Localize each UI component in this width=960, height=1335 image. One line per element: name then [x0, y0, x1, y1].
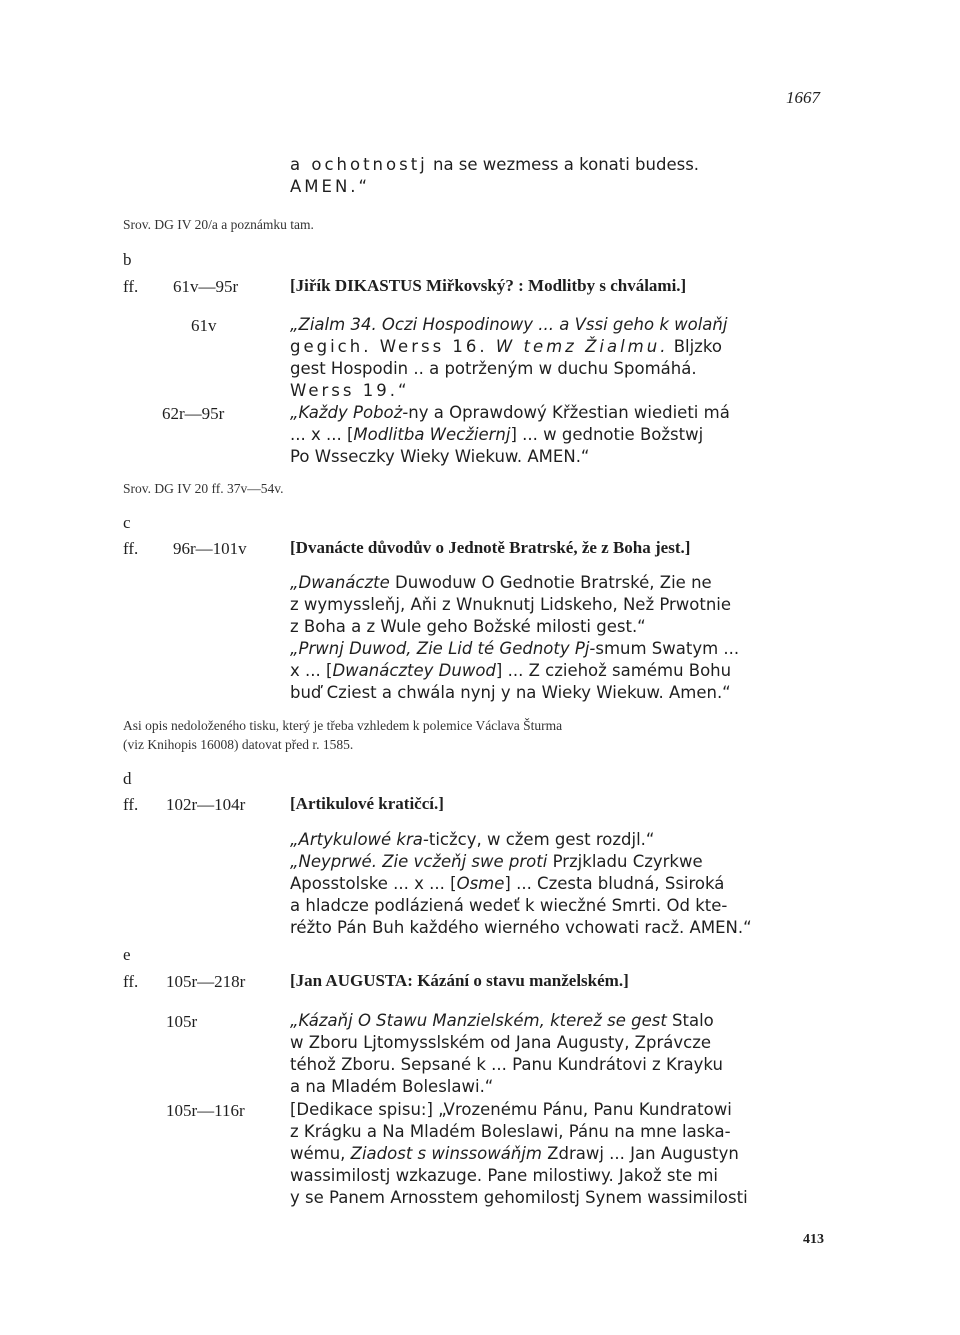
folio-subrange: 62r—95r — [162, 404, 225, 423]
folio-subrange: 105r — [166, 1012, 198, 1031]
text-span: Zdrawj ... Jan Augustyn — [541, 1144, 739, 1163]
entry-text — [290, 402, 835, 468]
text-span: Bljzko — [668, 337, 722, 356]
text-span: Modlitba Wecžiernj — [353, 425, 511, 444]
text-line: [Dedikace spisu:] „Vrozenému Pánu, Panu Kundratowi — [290, 1100, 732, 1119]
folio-subrange: 61v — [191, 316, 217, 335]
text-span: Stalo — [666, 1011, 714, 1030]
text-line: wassimilostj wzkazuge. Pane milostiwy. Jakož ste mi — [290, 1166, 719, 1185]
text-line — [290, 660, 835, 682]
text-line: téhož Zboru. Sepsané k ... Panu Kundrátovi z Krayku — [290, 1055, 723, 1074]
text-span: „Zialm 34. Oczi Hospodinowy ... a Vssi geho k wolaňj — [290, 315, 728, 334]
text-line — [290, 336, 835, 358]
folio-range: 61v—95r — [173, 277, 239, 296]
text-line: z Krágku a Na Mladém Boleslawi, Pánu na mne laska- — [290, 1122, 731, 1141]
text-span: Duwoduw O Gednotie Bratrské, Zie ne — [389, 573, 712, 592]
text-span: ticžcy, w cžem gest rozdjl.“ — [428, 830, 655, 849]
folio-subrange: 105r—116r — [166, 1101, 245, 1120]
folio-range: 105r—218r — [166, 972, 246, 991]
entry-text — [290, 1010, 835, 1098]
text-span: smum Swatym ... — [595, 639, 740, 658]
text-span: Aposstolske ... x ... [ — [290, 874, 457, 893]
section-letter-e: e — [123, 945, 131, 964]
text-line — [290, 873, 835, 895]
text-span: Ziadost s winssowáňjm — [350, 1144, 542, 1163]
text-line — [290, 402, 835, 424]
text-line: gest Hospodin .. a potrženým w duchu Spomáhá. — [290, 359, 697, 378]
text-line — [290, 851, 835, 873]
folio-prefix: ff. — [123, 795, 139, 814]
text-line: z Boha a z Wule geho Božské milosti gest.“ — [290, 617, 646, 636]
text-span: „Dwanáczte — [290, 573, 390, 592]
text-line — [290, 1143, 835, 1165]
entry-text — [290, 829, 835, 939]
text-line — [290, 1010, 835, 1032]
text-span: ] ... Z cziehož samému Bohu — [495, 661, 732, 680]
section-title: [Dvanácte důvodův o Jednotě Bratrské, že z Boha jest.] — [290, 538, 691, 557]
page-header-year: 1667 — [786, 88, 820, 107]
continuation-line-2: AMEN.“ — [290, 177, 371, 196]
text-span: Przjkladu Czyrkwe — [547, 852, 703, 871]
text-line: réžto Pán Buh každého wierného vchowati racž. AMEN.“ — [290, 918, 752, 937]
text-line: Po Wsseczky Wieky Wiekuw. AMEN.“ — [290, 447, 590, 466]
text-span: W temz Žialmu. — [495, 337, 669, 356]
text-span: na se wezmess a konati budess. — [427, 155, 700, 174]
text-span: Osme — [456, 874, 505, 893]
reference-note: (viz Knihopis 16008) datovat před r. 1585. — [123, 737, 354, 752]
reference-note: Srov. DG IV 20 ff. 37v—54v. — [123, 481, 284, 496]
text-line — [290, 572, 835, 594]
text-span: „Neyprwé. Zie vcžeňj swe proti — [290, 852, 548, 871]
text-span: ] ... w gednotie Božstwj — [510, 425, 704, 444]
text-span: x ... [ — [290, 661, 333, 680]
text-line — [290, 829, 835, 851]
reference-note: Srov. DG IV 20/a a poznámku tam. — [123, 217, 314, 232]
text-span: Dwanácztey Duwod — [332, 661, 496, 680]
text-line: buď Cziest a chwála nynj y na Wieky Wiekuw. Amen.“ — [290, 683, 731, 702]
folio-prefix: ff. — [123, 972, 139, 991]
continuation-line-1 — [290, 155, 699, 174]
text-line — [290, 314, 835, 336]
text-line: z wymyssleňj, Aňi z Wnuknutj Lidskeho, Než Prwotnie — [290, 595, 732, 614]
text-span: ] ... Czesta bludná, Ssiroká — [504, 874, 725, 893]
text-span: gegich. Werss 16. — [290, 337, 496, 356]
folio-range: 102r—104r — [166, 795, 246, 814]
text-span: „Prwnj Duwod, Zie Lid té Gednoty Pj- — [290, 639, 596, 658]
text-line: w Zboru Ljtomysslském od Jana Augusty, Zprávcze — [290, 1033, 712, 1052]
reference-note: Asi opis nedoloženého tisku, který je třeba vzhledem k polemice Václava Šturma — [123, 718, 563, 733]
text-line: y se Panem Arnosstem gehomilostj Synem wassimilosti — [290, 1188, 748, 1207]
section-letter-c: c — [123, 513, 131, 532]
section-letter-d: d — [123, 769, 132, 788]
text-line — [290, 638, 835, 660]
text-line: Werss 19.“ — [290, 381, 410, 400]
text-line — [290, 424, 835, 446]
folio-prefix: ff. — [123, 277, 139, 296]
spaced-text: a ochotnostj — [290, 155, 428, 174]
page-number: 413 — [803, 1232, 824, 1247]
text-span: „Artykulowé kra- — [290, 830, 429, 849]
text-span: „Kázaňj O Stawu Manzielském, kterež se gest — [290, 1011, 667, 1030]
text-line: a na Mladém Boleslawi.“ — [290, 1077, 494, 1096]
folio-prefix: ff. — [123, 539, 139, 558]
text-span: ny a Oprawdowý Křžestian wiedieti má — [408, 403, 730, 422]
section-title: [Artikulové kratičcí.] — [290, 794, 444, 813]
section-title: [Jiřík DIKASTUS Miřkovský? : Modlitby s chválami.] — [290, 276, 687, 295]
entry-text — [290, 572, 835, 704]
folio-range: 96r—101v — [173, 539, 247, 558]
entry-text — [290, 1099, 835, 1209]
text-span: ... x ... [ — [290, 425, 354, 444]
section-title: [Jan AUGUSTA: Kázání o stavu manželském.] — [290, 971, 629, 990]
section-letter-b: b — [123, 250, 132, 269]
text-span: wému, — [290, 1144, 351, 1163]
text-line: a hladcze podláziená wedeť k wiecžné Smrti. Od kte- — [290, 896, 728, 915]
text-span: „Každy Poboż- — [290, 403, 409, 422]
entry-text — [290, 314, 835, 402]
